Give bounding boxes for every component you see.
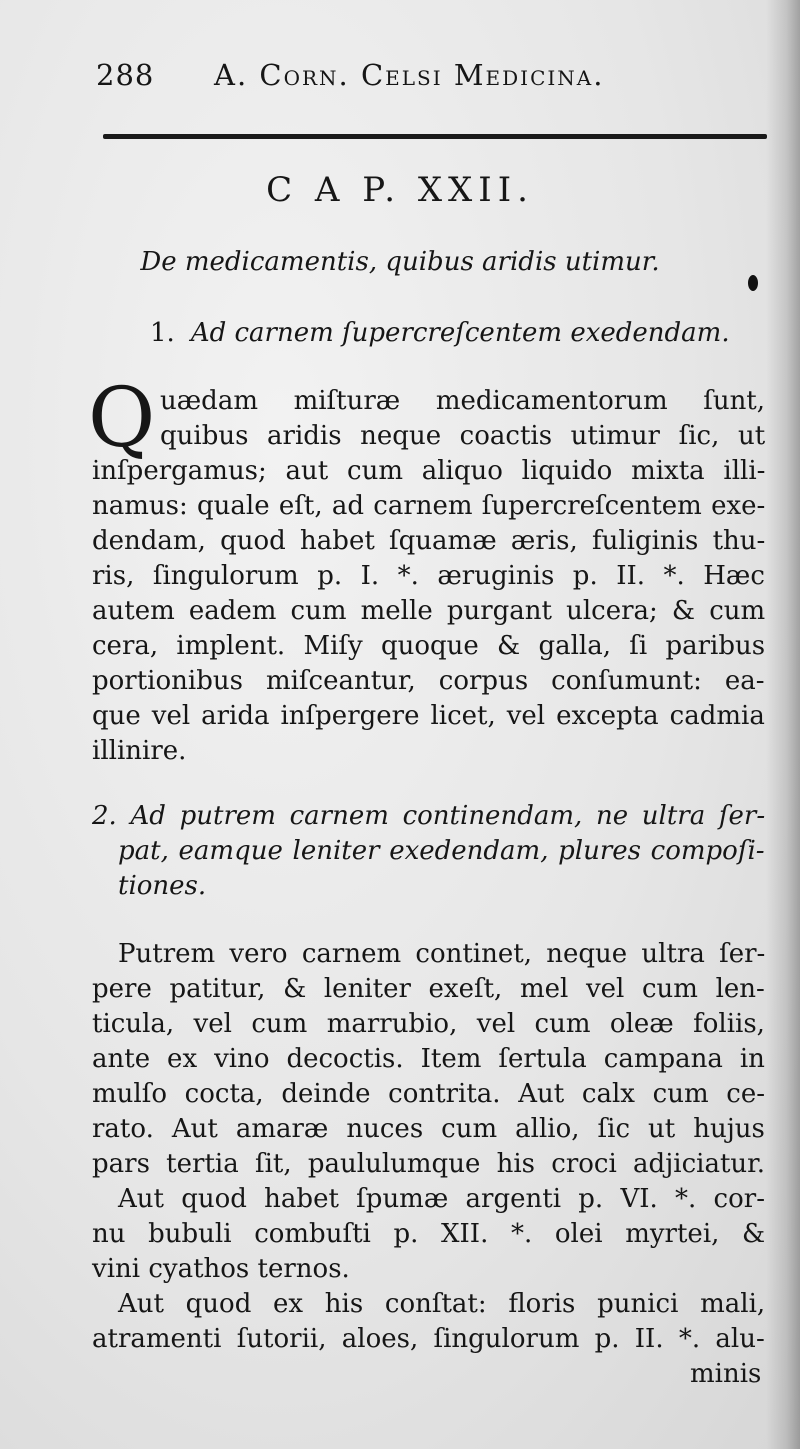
page-number: 288 [96,58,155,92]
text-line: rato. Aut amaræ nuces cum allio, ſic ut hujus [92,1114,765,1144]
text-line: pars tertia ſit, paululumque his croci adjiciatur. [92,1149,765,1179]
chapter-heading: C A P. XXII. [266,170,534,210]
section-1-title: Ad carnem ſupercreſcentem exedendam. [190,318,730,348]
text-line: uædam miſturæ medicamentorum ſunt, [160,386,766,416]
text-line: ante ex vino decoctis. Item ſertula campana in [92,1044,765,1074]
text-line: mulſo cocta, deinde contrita. Aut calx cum ce- [92,1079,766,1109]
text-line: atramenti ſutorii, aloes, ſingulorum p. II. *. alu- [92,1324,765,1354]
text-line: quibus aridis neque coactis utimur ſic, ut [160,421,766,451]
text-line: Putrem vero carnem continet, neque ultra ſer- [118,939,766,969]
text-line: autem eadem cum melle purgant ulcera; & cum [92,596,766,626]
heading-line: pat, eamque leniter exedendam, plures compoſi- [118,836,765,866]
running-head [96,58,716,102]
page-gutter-shadow [766,0,800,1449]
running-title: A. Corn. Celsi Medicina. [214,58,605,92]
text-line: portionibus miſceantur, corpus conſumunt: ea- [92,666,765,696]
text-line: Aut quod habet ſpumæ argenti p. VI. *. cor- [118,1184,765,1214]
text-line: namus: quale eſt, ad carnem ſupercreſcentem exe- [92,491,766,521]
text-line: nu bubuli combuſti p. XII. *. olei myrtei, & [92,1219,766,1249]
text-line: cera, implent. Miſy quoque & galla, ſi paribus [92,631,766,661]
text-line: ticula, vel cum marrubio, vel cum oleæ foliis, [92,1009,765,1039]
text-line: que vel arida inſpergere licet, vel excepta cadmia [92,701,765,731]
chapter-subtitle: De medicamentis, quibus aridis utimur. [140,247,660,277]
header-rule [103,134,767,139]
drop-capital: Q [88,371,156,466]
section-1-number: 1. [150,318,175,348]
text-line: illinire. [92,736,187,766]
section-1-heading [150,318,730,348]
catchword: minis [690,1359,762,1389]
text-line: vini cyathos ternos. [92,1254,350,1284]
text-line: dendam, quod habet ſquamæ æris, fuliginis thu- [92,526,766,556]
text-line: pere patitur, & leniter exeſt, mel vel cum len- [92,974,765,1004]
text-line: inſpergamus; aut cum aliquo liquido mixta illi- [92,456,766,486]
heading-line: tiones. [118,871,207,901]
heading-line: 2. Ad putrem carnem continendam, ne ultra ſer- [92,801,766,831]
ink-blot [748,275,758,291]
text-line: ris, ſingulorum p. I. *. æruginis p. II. *. Hæc [92,561,765,591]
text-line: Aut quod ex his conſtat: floris punici mali, [118,1289,766,1319]
